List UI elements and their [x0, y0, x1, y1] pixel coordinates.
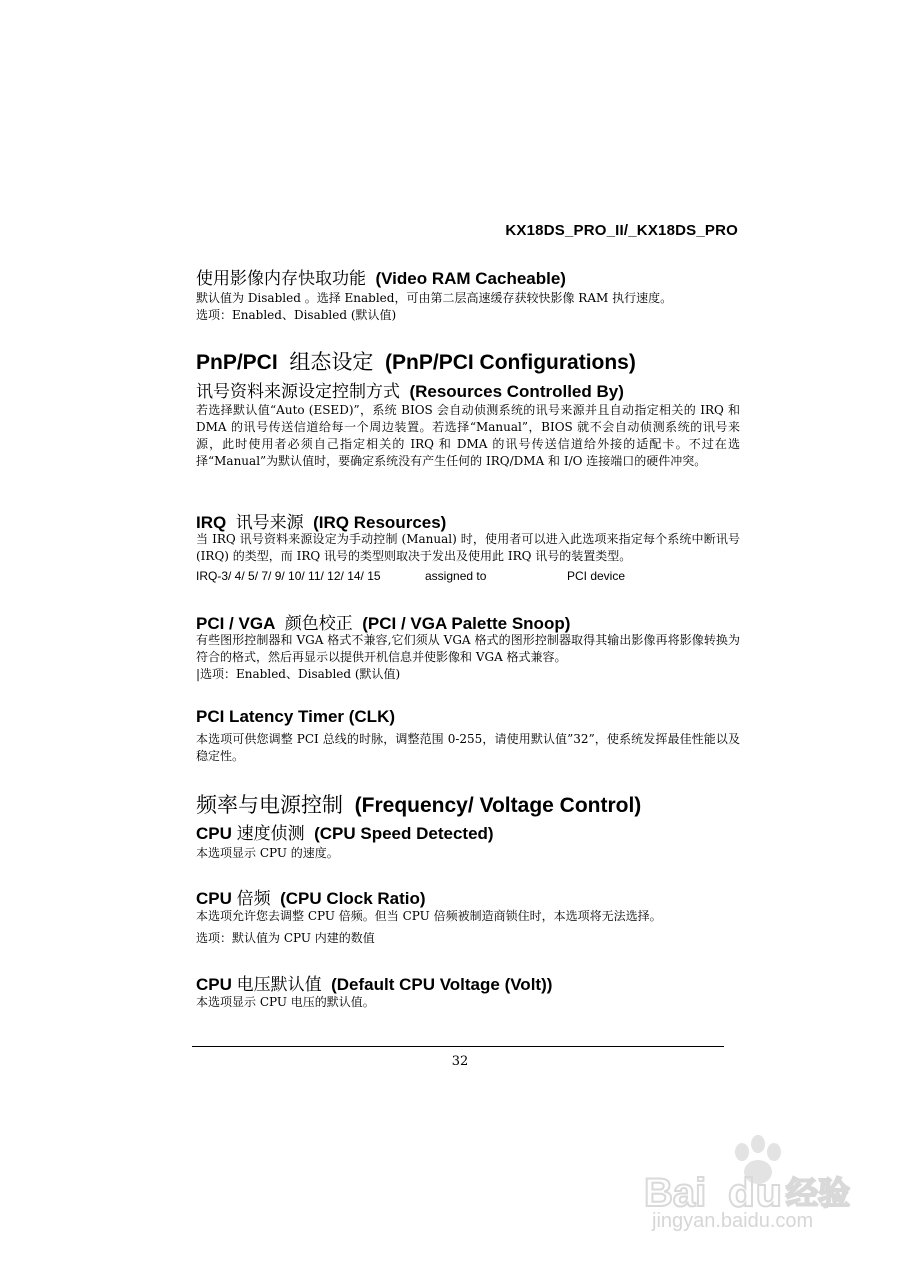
svg-text:du: du: [728, 1171, 783, 1215]
heading-video-ram-cacheable: [196, 264, 756, 289]
heading-cn: 使用影像内存快取功能: [196, 269, 366, 289]
heading-cn: 讯号来源: [235, 513, 304, 533]
paragraph-pci-vga-options: |选项：Enabled、Disabled (默认值): [196, 667, 401, 681]
heading-en: (Video RAM Cacheable): [375, 269, 566, 288]
footer-rule: [192, 1046, 724, 1047]
paragraph-irq-resources: 当 IRQ 讯号资料来源设定为手动控制 (Manual) 时，使用者可以进入此选项来指定每个系统中断讯号 (IRQ) 的类型，而 IRQ 讯号的类型则取决于发出及使用此 IRQ 讯号的装置类型。: [196, 532, 740, 563]
paragraph-pci-latency-timer: 本选项可供您调整 PCI 总线的时脉，调整范围 0-255，请使用默认值”32”，使系统发挥最佳性能以及稳定性。: [196, 732, 740, 763]
major-heading-cn: 频率与电源控制: [196, 793, 343, 817]
heading-en2: (CPU Speed Detected): [314, 824, 494, 843]
heading-cn: 倍频: [236, 889, 271, 909]
heading-en1: IRQ: [196, 513, 227, 532]
paragraph-video-ram-options: 选项：Enabled、Disabled (默认值): [196, 308, 397, 322]
paragraph-pci-vga-palette-snoop: 有些图形控制器和 VGA 格式不兼容,它们须从 VGA 格式的图形控制器取得其输出影像再将影像转换为符合的格式，然后再显示以提供开机信息并使影像和 VGA 格式兼容。: [196, 633, 740, 664]
svg-text:Bai: Bai: [644, 1171, 707, 1215]
heading-pci-latency-timer: PCI Latency Timer (CLK): [196, 707, 396, 726]
heading-irq-resources: [196, 508, 756, 533]
heading-cn: 颜色校正: [284, 614, 353, 634]
major-heading-en: (Frequency/ Voltage Control): [354, 794, 642, 817]
major-heading-en1: PnP/PCI: [196, 351, 278, 374]
major-heading-pnp-pci: [196, 346, 756, 376]
page-header: KX18DS_PRO_II/_KX18DS_PRO: [505, 222, 738, 239]
paragraph-resources-controlled-by: 若选择默认值“Auto (ESED)”，系统 BIOS 会自动侦测系统的讯号来源并且自动指定相关的 IRQ 和 DMA 的讯号传送信道给每一个周边装置。若选择“Manual”，BIOS 就不会自动侦测系统的讯号来源，此时使用者必须自己指定相关的 IRQ 和 DMA 的讯号传送信道给外接的适配卡。不过在选择“Manual”为默认值时，要确定系统没有产生任何的 IRQ/DMA 和 I/O 连接端口的硬件冲突。: [196, 403, 740, 468]
heading-en2: (IRQ Resources): [313, 513, 447, 532]
paragraph-cpu-clock-ratio-options: 选项：默认值为 CPU 内建的数值: [196, 931, 375, 945]
heading-en2: (PCI / VGA Palette Snoop): [362, 614, 571, 633]
heading-resources-controlled-by: [196, 377, 756, 402]
svg-text:经验: 经验: [786, 1174, 851, 1212]
heading-en2: (CPU Clock Ratio): [280, 889, 426, 908]
page-number: 32: [451, 1054, 469, 1069]
heading-cn: 速度侦测: [236, 824, 305, 844]
heading-en1: CPU: [196, 975, 232, 994]
heading-cpu-speed-detected: [196, 819, 756, 844]
major-heading-cn: 组态设定: [289, 350, 374, 374]
watermark-url: jingyan.baidu.com: [652, 1210, 814, 1232]
irq-assignment-line: [196, 569, 716, 586]
irq-pci-device: PCI device: [567, 569, 626, 583]
paragraph-cpu-clock-ratio: 本选项允许您去调整 CPU 倍频。但当 CPU 倍频被制造商锁住时，本选项将无法选择。: [196, 909, 662, 923]
baidu-jingyan-watermark-logo: [640, 1130, 880, 1280]
irq-list: IRQ-3/ 4/ 5/ 7/ 9/ 10/ 11/ 12/ 14/ 15: [196, 569, 381, 583]
major-heading-frequency-voltage: [196, 789, 756, 819]
major-heading-en2: (PnP/PCI Configurations): [385, 351, 636, 374]
heading-en1: PCI / VGA: [196, 614, 276, 633]
paragraph-default-cpu-voltage: 本选项显示 CPU 电压的默认值。: [196, 995, 375, 1009]
heading-pci-vga-palette-snoop: [196, 609, 756, 634]
heading-cn: 电压默认值: [236, 975, 322, 995]
heading-cpu-clock-ratio: [196, 884, 756, 909]
irq-assigned-to: assigned to: [425, 569, 487, 583]
heading-cn: 讯号资料来源设定控制方式: [196, 382, 400, 402]
paragraph-cpu-speed-detected: 本选项显示 CPU 的速度。: [196, 846, 339, 860]
heading-en1: CPU: [196, 824, 232, 843]
heading-en: (Resources Controlled By): [409, 382, 624, 401]
paragraph-video-ram-default: 默认值为 Disabled 。选择 Enabled，可由第二层高速缓存获较快影像 RAM 执行速度。: [196, 291, 673, 305]
heading-en2: (Default CPU Voltage (Volt)): [331, 975, 553, 994]
heading-default-cpu-voltage: [196, 970, 756, 995]
heading-en1: CPU: [196, 889, 232, 908]
